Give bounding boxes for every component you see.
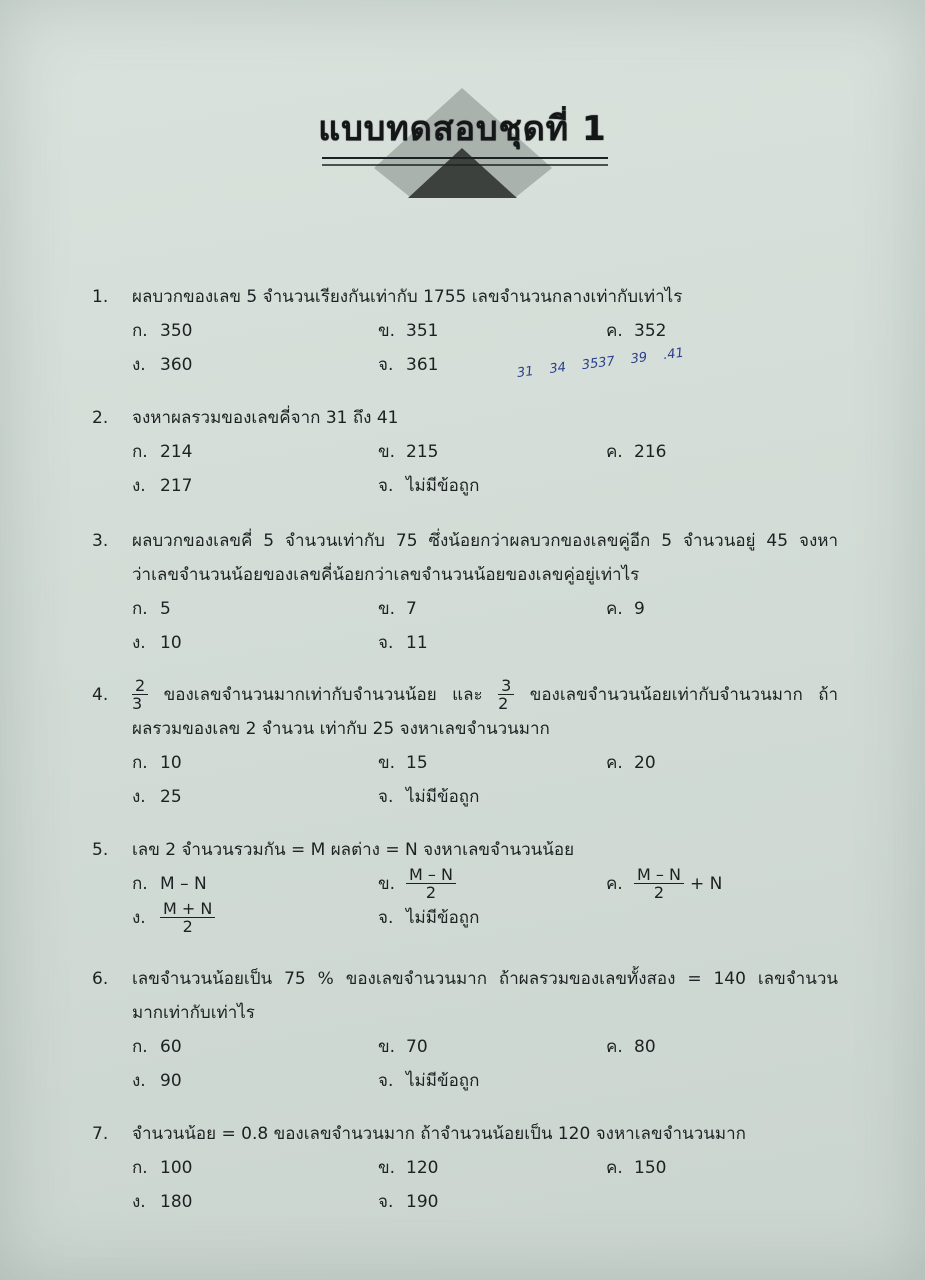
- option-2: [378, 435, 606, 469]
- option-label: ก.: [132, 442, 148, 462]
- question-body: [132, 962, 842, 1098]
- option-value: ไม่มีข้อถูก: [406, 1071, 480, 1091]
- option-fraction: [634, 867, 684, 901]
- question-number: 4.: [92, 685, 109, 705]
- option-4: [132, 780, 378, 814]
- fraction-three-halves: [498, 678, 514, 712]
- option-label: จ.: [378, 1192, 394, 1212]
- question-body: [132, 401, 842, 503]
- question-number: 7.: [92, 1124, 109, 1144]
- option-5: [378, 626, 606, 660]
- question-stem-line-2: มากเท่ากับเท่าไร: [132, 1003, 255, 1023]
- option-label: ค.: [606, 753, 623, 773]
- option-3: [606, 592, 826, 626]
- option-label: ข.: [378, 1037, 396, 1057]
- question-5: [92, 833, 852, 935]
- option-3: [606, 314, 826, 348]
- question-stem: จงหาผลรวมของเลขคี่จาก 31 ถึง 41: [132, 408, 399, 428]
- stem-text: ของเลขจำนวนน้อยเท่ากับจำนวนมาก: [529, 685, 803, 705]
- question-number: 6.: [92, 969, 109, 989]
- option-value: 120: [406, 1158, 439, 1178]
- fraction-numerator: 2: [132, 678, 148, 695]
- question-number: 5.: [92, 840, 109, 860]
- option-value: 150: [634, 1158, 667, 1178]
- option-label: ก.: [132, 1158, 148, 1178]
- fraction-denominator: 3: [132, 694, 143, 712]
- option-value: 180: [160, 1192, 193, 1212]
- option-label: จ.: [378, 476, 394, 496]
- question-7: [92, 1117, 852, 1219]
- question-1: [92, 280, 852, 382]
- option-label: ง.: [132, 633, 146, 653]
- option-label: ข.: [378, 599, 396, 619]
- option-5: [378, 901, 606, 935]
- options-grid: [132, 592, 842, 660]
- option-fraction: [406, 867, 456, 901]
- option-value: 217: [160, 476, 193, 496]
- option-value: 350: [160, 321, 193, 341]
- option-4: [132, 348, 378, 382]
- question-body: [132, 1117, 842, 1219]
- option-label: จ.: [378, 355, 394, 375]
- option-5: [378, 469, 606, 503]
- option-label: ข.: [378, 874, 396, 894]
- option-1: [132, 435, 378, 469]
- option-4: [132, 626, 378, 660]
- option-label: ค.: [606, 874, 623, 894]
- question-6: [92, 962, 852, 1098]
- option-value: 216: [634, 442, 667, 462]
- option-label: จ.: [378, 1071, 394, 1091]
- option-value: 352: [634, 321, 667, 341]
- option-2: [378, 867, 606, 901]
- options-grid: [132, 1030, 842, 1098]
- question-body: [132, 524, 842, 660]
- question-stem: ผลบวกของเลข 5 จำนวนเรียงกันเท่ากับ 1755 เลขจำนวนกลางเท่ากับเท่าไร: [132, 287, 683, 307]
- option-label: ค.: [606, 442, 623, 462]
- option-label: ง.: [132, 1071, 146, 1091]
- option-label: ข.: [378, 442, 396, 462]
- option-2: [378, 592, 606, 626]
- option-label: ง.: [132, 476, 146, 496]
- question-number: 2.: [92, 408, 109, 428]
- option-label: ข.: [378, 753, 396, 773]
- option-value: M – N: [160, 874, 207, 894]
- option-label: ค.: [606, 1037, 623, 1057]
- option-value: 7: [406, 599, 417, 619]
- option-4: [132, 1185, 378, 1219]
- option-value: ไม่มีข้อถูก: [406, 476, 480, 496]
- option-value: 10: [160, 633, 182, 653]
- question-stem-line-2: ผลรวมของเลข 2 จำนวน เท่ากับ 25 จงหาเลขจำนวนมาก: [132, 719, 550, 739]
- options-grid: [132, 867, 842, 935]
- option-value: 100: [160, 1158, 193, 1178]
- option-5: [378, 1064, 606, 1098]
- option-2: [378, 746, 606, 780]
- options-grid: [132, 746, 842, 814]
- option-label: ง.: [132, 908, 146, 928]
- options-grid: [132, 435, 842, 503]
- question-body: [132, 678, 842, 814]
- option-value: 11: [406, 633, 428, 653]
- question-number: 1.: [92, 287, 109, 307]
- option-value: ไม่มีข้อถูก: [406, 908, 480, 928]
- option-2: [378, 1030, 606, 1064]
- option-3: [606, 435, 826, 469]
- stem-text: และ: [452, 685, 483, 705]
- option-label: ค.: [606, 1158, 623, 1178]
- option-label: ง.: [132, 355, 146, 375]
- option-value: 190: [406, 1192, 439, 1212]
- fraction-numerator: 3: [498, 678, 514, 695]
- option-label: ค.: [606, 599, 623, 619]
- option-3: [606, 1030, 826, 1064]
- option-1: [132, 592, 378, 626]
- options-grid: [132, 314, 842, 382]
- option-2: [378, 1151, 606, 1185]
- option-value: ไม่มีข้อถูก: [406, 787, 480, 807]
- option-4: [132, 901, 378, 935]
- option-3: [606, 1151, 826, 1185]
- option-value: 361: [406, 355, 439, 375]
- question-stem-line-1: เลขจำนวนน้อยเป็น 75 % ของเลขจำนวนมาก ถ้าผลรวมของเลขทั้งสอง = 140 เลขจำนวน: [132, 969, 838, 989]
- option-3: [606, 746, 826, 780]
- option-label: ง.: [132, 1192, 146, 1212]
- fraction-numerator: M – N: [406, 867, 456, 884]
- option-suffix: + N: [689, 874, 723, 894]
- question-2: [92, 401, 852, 503]
- question-body: [132, 280, 842, 382]
- option-1: [132, 867, 378, 901]
- stem-text: ถ้า: [818, 685, 838, 705]
- option-label: ข.: [378, 321, 396, 341]
- question-body: [132, 833, 842, 935]
- option-label: จ.: [378, 787, 394, 807]
- option-value: 351: [406, 321, 439, 341]
- option-4: [132, 1064, 378, 1098]
- option-label: ก.: [132, 1037, 148, 1057]
- option-3: [606, 867, 826, 901]
- option-label: ง.: [132, 787, 146, 807]
- option-label: ก.: [132, 599, 148, 619]
- option-value: 10: [160, 753, 182, 773]
- option-value: 214: [160, 442, 193, 462]
- fraction-denominator: 2: [425, 883, 437, 901]
- question-stem: เลข 2 จำนวนรวมกัน = M ผลต่าง = N จงหาเลขจำนวนน้อย: [132, 840, 575, 860]
- option-value: 15: [406, 753, 428, 773]
- fraction-denominator: 2: [653, 883, 665, 901]
- option-label: ค.: [606, 321, 623, 341]
- option-value: 80: [634, 1037, 656, 1057]
- question-3: [92, 524, 852, 660]
- option-1: [132, 1151, 378, 1185]
- option-value: 25: [160, 787, 182, 807]
- fraction-denominator: 2: [182, 917, 193, 935]
- question-number: 3.: [92, 531, 109, 551]
- option-label: ก.: [132, 321, 148, 341]
- option-value: 360: [160, 355, 193, 375]
- question-stem-line-2: ว่าเลขจำนวนน้อยของเลขคี่น้อยกว่าเลขจำนวนน้อยของเลขคู่อยู่เท่าไร: [132, 565, 640, 585]
- fraction-two-thirds: [132, 678, 148, 712]
- question-stem-line-1: [132, 678, 838, 712]
- option-label: จ.: [378, 908, 394, 928]
- question-stem: จำนวนน้อย = 0.8 ของเลขจำนวนมาก ถ้าจำนวนน้อยเป็น 120 จงหาเลขจำนวนมาก: [132, 1124, 746, 1144]
- option-value: 60: [160, 1037, 182, 1057]
- question-4: [92, 678, 852, 814]
- page-title: แบบทดสอบชุดที่ 1: [318, 109, 607, 149]
- stem-text: ของเลขจำนวนมากเท่ากับจำนวนน้อย: [163, 685, 437, 705]
- option-label: ก.: [132, 753, 148, 773]
- question-stem-line-1: ผลบวกของเลขคี่ 5 จำนวนเท่ากับ 75 ซึ่งน้อยกว่าผลบวกของเลขคู่อีก 5 จำนวนอยู่ 45 จงหา: [132, 531, 838, 551]
- option-1: [132, 314, 378, 348]
- option-4: [132, 469, 378, 503]
- option-2: [378, 314, 606, 348]
- fraction-numerator: M – N: [634, 867, 684, 884]
- option-5: [378, 1185, 606, 1219]
- option-label: จ.: [378, 633, 394, 653]
- option-value: 215: [406, 442, 439, 462]
- option-value: 5: [160, 599, 171, 619]
- option-label: ข.: [378, 1158, 396, 1178]
- option-1: [132, 1030, 378, 1064]
- option-5: [378, 348, 606, 382]
- option-fraction: [160, 901, 215, 935]
- fraction-numerator: M + N: [160, 901, 215, 918]
- fraction-denominator: 2: [498, 694, 509, 712]
- option-value: 20: [634, 753, 656, 773]
- option-value: 9: [634, 599, 645, 619]
- option-value: 70: [406, 1037, 428, 1057]
- option-5: [378, 780, 606, 814]
- option-value: 90: [160, 1071, 182, 1091]
- option-1: [132, 746, 378, 780]
- options-grid: [132, 1151, 842, 1219]
- option-label: ก.: [132, 874, 148, 894]
- handwritten-note: 31 34 3537 39 .41: [516, 345, 685, 381]
